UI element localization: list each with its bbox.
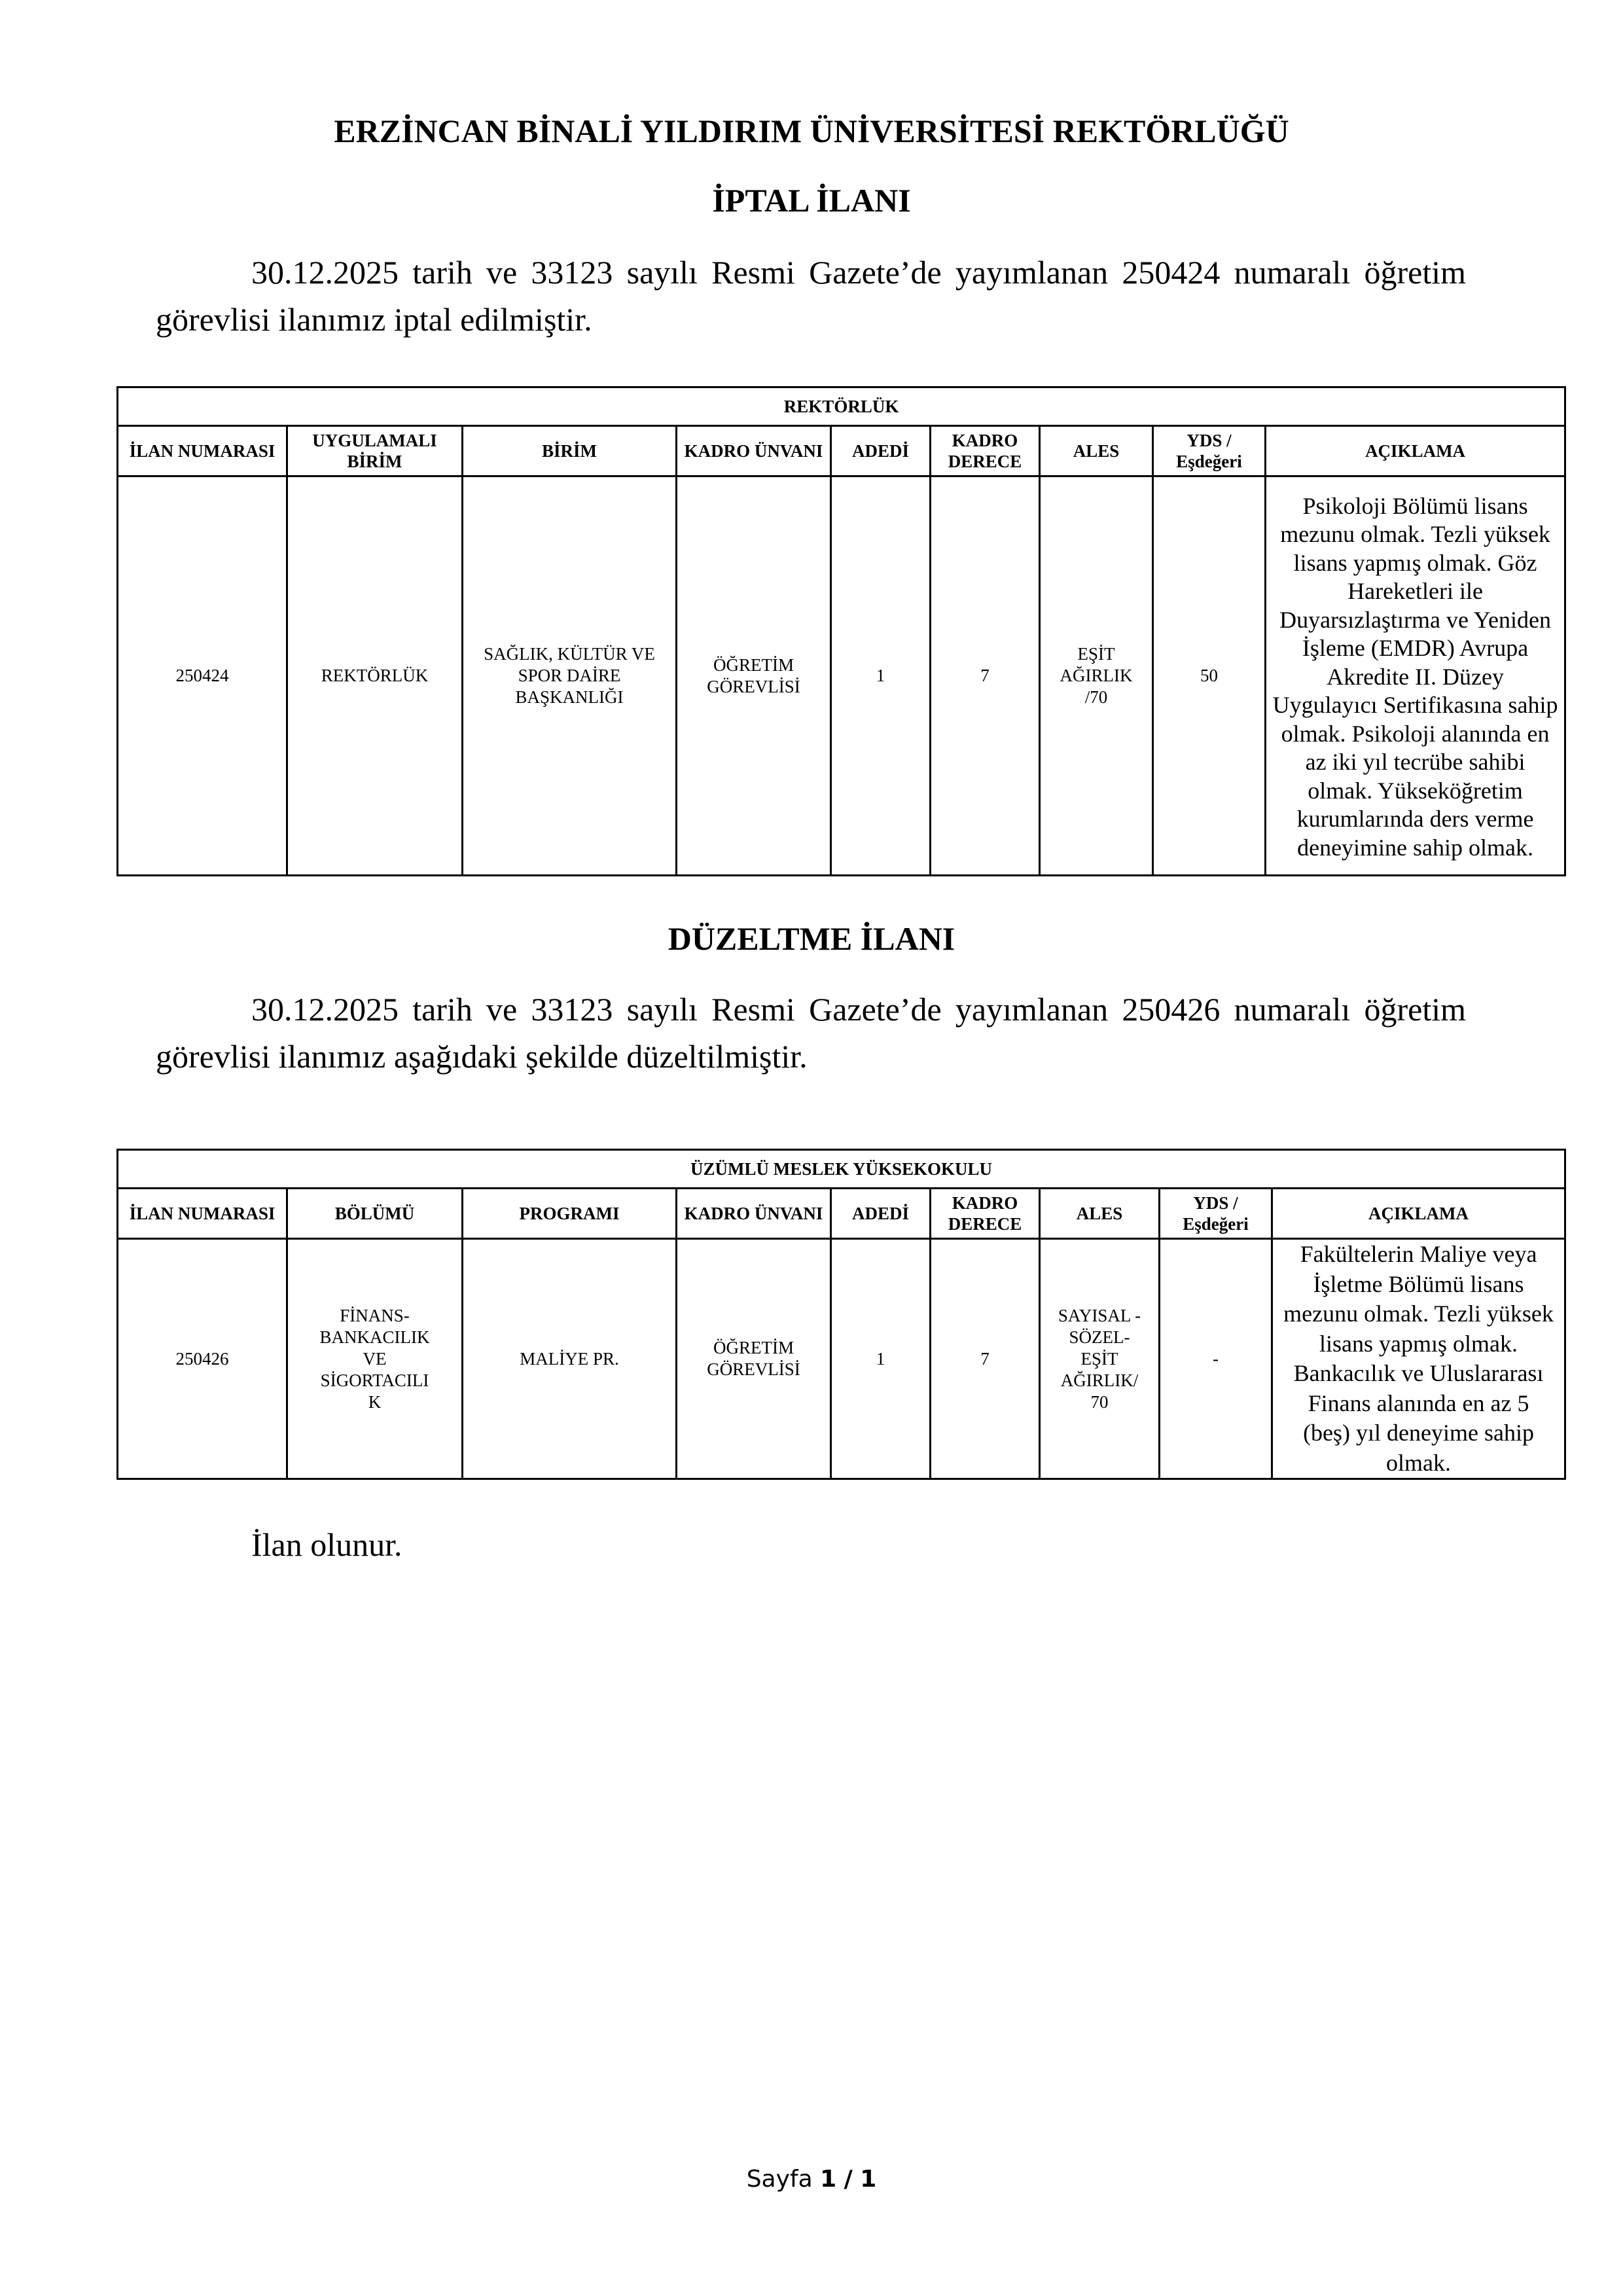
header-yds: YDS / Eşdeğeri: [1153, 426, 1266, 476]
cell-ales: EŞİT AĞIRLIK /70: [1040, 476, 1153, 876]
header-birim: BİRİM: [463, 426, 677, 476]
cell-yds: 50: [1153, 476, 1266, 876]
cell-kadro-derece: 7: [931, 476, 1040, 876]
cell-birim: SAĞLIK, KÜLTÜR VE SPOR DAİRE BAŞKANLIĞI: [463, 476, 677, 876]
cell-adedi: 1: [831, 1239, 931, 1479]
header-aciklama: AÇIKLAMA: [1272, 1189, 1565, 1239]
header-ilan-numarasi: İLAN NUMARASI: [118, 1189, 287, 1239]
cancellation-paragraph-line2: görevlisi ilanımız iptal edilmiştir.: [156, 301, 592, 338]
header-kadro-unvani: KADRO ÜNVANI: [677, 1189, 831, 1239]
cancellation-heading: İPTAL İLANI: [712, 182, 911, 219]
table-title: REKTÖRLÜK: [118, 387, 1565, 426]
cell-bolumu: FİNANS-BANKACILIK VE SİGORTACILIK: [287, 1239, 463, 1479]
header-adedi: ADEDİ: [831, 426, 931, 476]
header-kadro-unvani: KADRO ÜNVANI: [677, 426, 831, 476]
cell-aciklama: Fakültelerin Maliye veya İşletme Bölümü lisans mezunu olmak. Tezli yüksek lisans yapmış olmak. Bankacılık ve Uluslararası Finans alanında en az 5 (beş) yıl deneyime sahip olmak.: [1272, 1239, 1565, 1479]
header-programi: PROGRAMI: [463, 1189, 677, 1239]
header-aciklama: AÇIKLAMA: [1266, 426, 1565, 476]
table-row: [118, 476, 1565, 876]
header-ales: ALES: [1040, 426, 1153, 476]
correction-heading: DÜZELTME İLANI: [668, 920, 955, 957]
total-pages: 1: [860, 2166, 877, 2193]
cell-kadro-derece: 7: [931, 1239, 1040, 1479]
cell-programi: MALİYE PR.: [463, 1239, 677, 1479]
header-ales: ALES: [1040, 1189, 1160, 1239]
cancellation-table: [116, 386, 1566, 876]
cancellation-paragraph-line1: 30.12.2025 tarih ve 33123 sayılı Resmi Gazete’de yayımlanan 250424 numaralı öğretim: [251, 254, 1466, 291]
page-separator: /: [844, 2166, 853, 2193]
cell-kadro-unvani: ÖĞRETİM GÖREVLİSİ: [677, 1239, 831, 1479]
table-header-row: [118, 426, 1565, 476]
cell-ilan-numarasi: 250426: [118, 1239, 287, 1479]
cell-ilan-numarasi: 250424: [118, 476, 287, 876]
correction-paragraph-line2: görevlisi ilanımız aşağıdaki şekilde düzeltilmiştir.: [156, 1038, 808, 1075]
header-adedi: ADEDİ: [831, 1189, 931, 1239]
table-header-row: [118, 1189, 1565, 1239]
cancellation-paragraph: [156, 249, 1466, 343]
cell-uygulamali-birim: REKTÖRLÜK: [287, 476, 463, 876]
header-uygulamali-birim: UYGULAMALI BİRİM: [287, 426, 463, 476]
cell-yds: -: [1160, 1239, 1272, 1479]
cell-kadro-unvani: ÖĞRETİM GÖREVLİSİ: [677, 476, 831, 876]
university-title: ERZİNCAN BİNALİ YILDIRIM ÜNİVERSİTESİ REKTÖRLÜĞÜ: [334, 113, 1289, 149]
page-footer: [0, 2165, 1623, 2194]
cell-ales: SAYISAL -SÖZEL-EŞİT AĞIRLIK/ 70: [1040, 1239, 1160, 1479]
cell-adedi: 1: [831, 476, 931, 876]
correction-paragraph: [156, 986, 1466, 1080]
page-label: Sayfa: [746, 2166, 813, 2193]
current-page: 1: [820, 2166, 837, 2193]
cell-aciklama: Psikoloji Bölümü lisans mezunu olmak. Tezli yüksek lisans yapmış olmak. Göz Hareketleri ile Duyarsızlaştırma ve Yeniden İşleme (EMDR) Avrupa Akredite II. Düzey Uygulayıcı Sertifikasına sahip olmak. Psikoloji alanında en az iki yıl tecrübe sahibi olmak. Yükseköğretim kurumlarında ders verme deneyimine sahip olmak.: [1266, 476, 1565, 876]
closing-statement: İlan olunur.: [251, 1526, 402, 1563]
table-row: [118, 1239, 1565, 1479]
correction-table: [116, 1149, 1566, 1480]
correction-paragraph-line1: 30.12.2025 tarih ve 33123 sayılı Resmi Gazete’de yayımlanan 250426 numaralı öğretim: [251, 991, 1466, 1028]
header-bolumu: BÖLÜMÜ: [287, 1189, 463, 1239]
header-kadro-derece: KADRO DERECE: [931, 1189, 1040, 1239]
header-ilan-numarasi: İLAN NUMARASI: [118, 426, 287, 476]
table-title: ÜZÜMLÜ MESLEK YÜKSEKOKULU: [118, 1150, 1565, 1189]
header-kadro-derece: KADRO DERECE: [931, 426, 1040, 476]
header-yds: YDS / Eşdeğeri: [1160, 1189, 1272, 1239]
